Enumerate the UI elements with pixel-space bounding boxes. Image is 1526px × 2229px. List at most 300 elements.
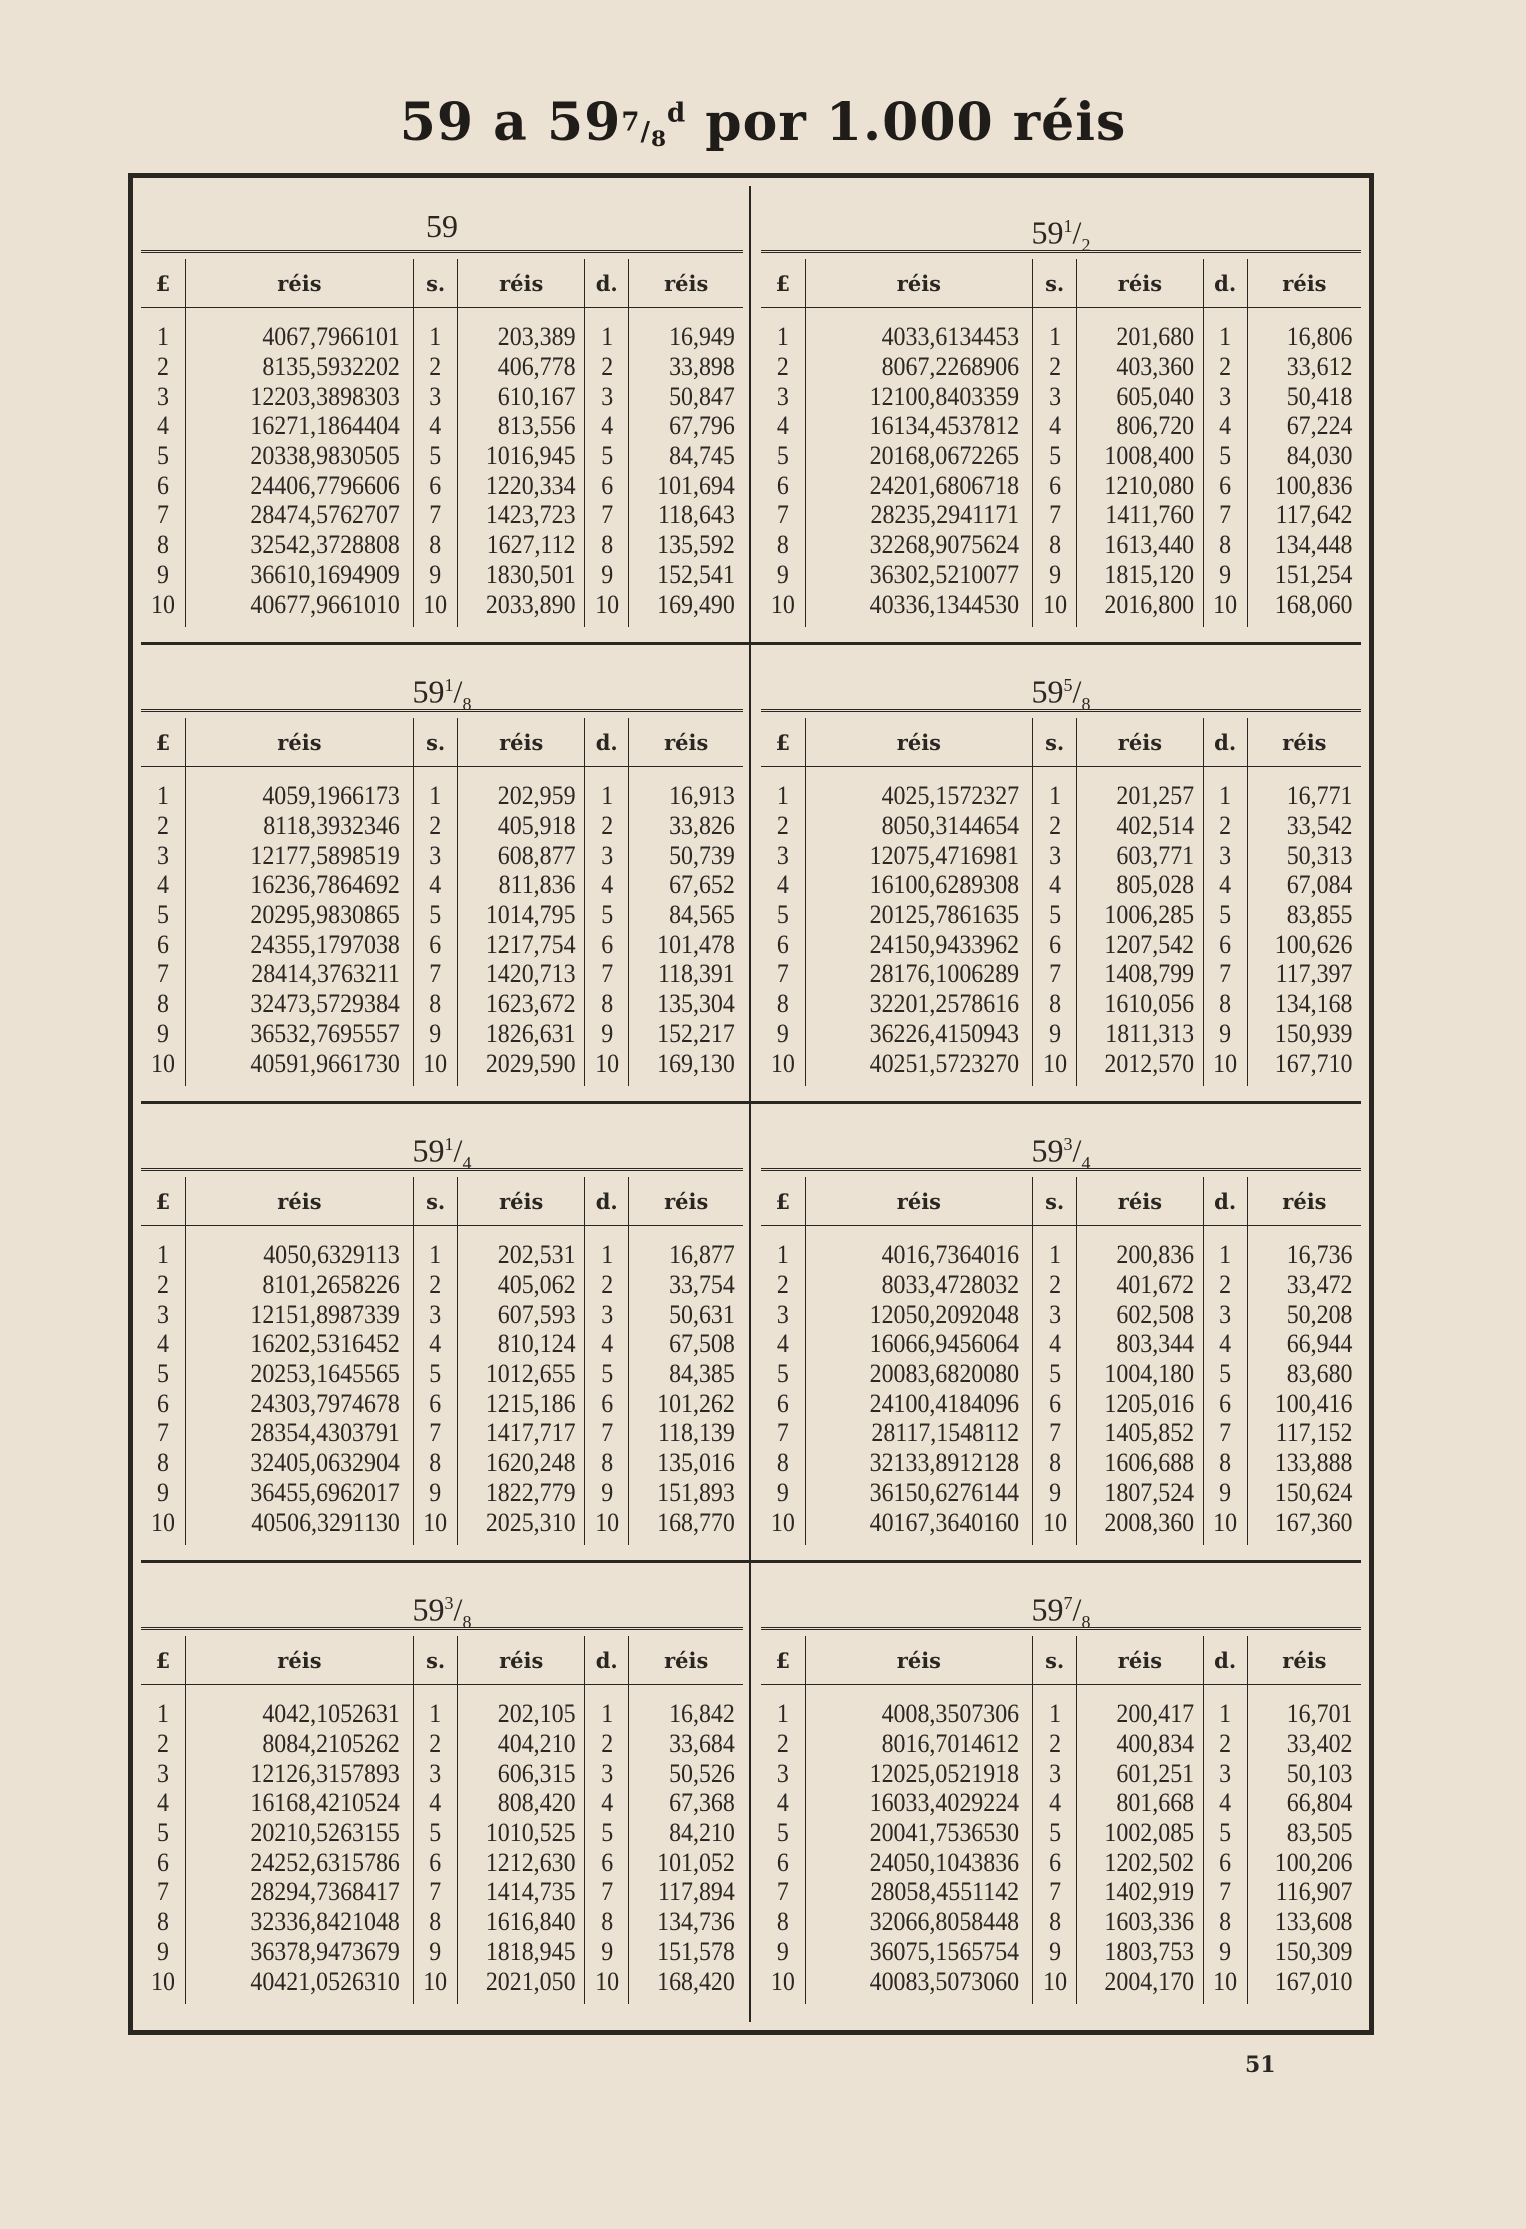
value-cell: 134,736: [633, 1907, 738, 1937]
value-cell: 151,254: [1252, 560, 1357, 590]
column-header: s.: [1033, 1636, 1077, 1685]
row-index: 7: [415, 500, 456, 530]
row-index: 6: [776, 470, 789, 500]
value-cell: 2021,050: [463, 1966, 580, 2004]
value-cell: 20338,9830505: [194, 441, 404, 471]
column-header: réis: [458, 1636, 585, 1685]
value-cell: 4042,1052631: [194, 1699, 404, 1729]
column-header: s.: [413, 1177, 457, 1226]
column-header: réis: [1077, 1177, 1203, 1226]
value-cell: 808,420: [463, 1788, 580, 1818]
conversion-table: [761, 259, 1361, 627]
value-cell: 33,542: [1252, 811, 1357, 841]
value-cell: 16100,6289308: [814, 870, 1023, 900]
rate-block: [751, 1104, 1361, 1563]
row-index: 1: [1034, 1240, 1075, 1270]
row-index: 5: [776, 900, 789, 930]
block-title: $59^1/_8$: [141, 651, 743, 712]
value-cell: 33,684: [633, 1729, 738, 1759]
row-index: 1: [1034, 781, 1075, 811]
value-cell: 84,565: [633, 900, 738, 930]
value-cell: 50,418: [1252, 381, 1357, 411]
row-index: 1: [586, 1699, 627, 1729]
table-row: [141, 1966, 743, 2004]
column-header: réis: [185, 259, 413, 308]
table-row: [761, 500, 1361, 530]
value-cell: 169,130: [633, 1048, 738, 1086]
value-cell: 28117,1548112: [814, 1418, 1023, 1448]
table-row: [761, 411, 1361, 441]
table-row: [141, 411, 743, 441]
value-cell: 1014,795: [463, 900, 580, 930]
row-index: 9: [586, 1019, 627, 1049]
value-cell: 40677,9661010: [194, 589, 404, 627]
table-row: [141, 1788, 743, 1818]
value-cell: 805,028: [1082, 870, 1198, 900]
value-cell: 813,556: [463, 411, 580, 441]
row-index: 3: [776, 1299, 789, 1329]
conversion-table: [761, 1636, 1361, 2004]
value-cell: 40506,3291130: [194, 1507, 404, 1545]
table-row: [141, 1937, 743, 1967]
row-index: 1: [415, 1699, 456, 1729]
value-cell: 24100,4184096: [814, 1388, 1023, 1418]
column-header: réis: [1077, 1636, 1203, 1685]
row-index: 4: [156, 1329, 169, 1359]
row-index: 1: [1205, 781, 1246, 811]
column-header: réis: [1247, 718, 1361, 767]
value-cell: 28176,1006289: [814, 959, 1023, 989]
row-index: 2: [156, 1729, 169, 1759]
value-cell: 4050,6329113: [194, 1240, 404, 1270]
row-index: 7: [586, 959, 627, 989]
value-cell: 405,062: [463, 1270, 580, 1300]
value-cell: 203,389: [463, 322, 580, 352]
table-row: [761, 352, 1361, 382]
row-index: 5: [156, 1359, 169, 1389]
value-cell: 1006,285: [1082, 900, 1198, 930]
table-row: [141, 500, 743, 530]
table-row: [141, 530, 743, 560]
row-index: 4: [1205, 1788, 1246, 1818]
table-row: [141, 781, 743, 811]
table-row: [761, 1877, 1361, 1907]
value-cell: 32405,0632904: [194, 1448, 404, 1478]
value-cell: 16,701: [1252, 1699, 1357, 1729]
conversion-table: [141, 718, 743, 1086]
value-cell: 67,508: [633, 1329, 738, 1359]
table-row: [141, 1048, 743, 1086]
table-row: [761, 1270, 1361, 1300]
row-index: 4: [1205, 411, 1246, 441]
value-cell: 67,084: [1252, 870, 1357, 900]
row-index: 6: [415, 1388, 456, 1418]
value-cell: 1016,945: [463, 441, 580, 471]
block-title: $59^1/_2$: [761, 192, 1361, 253]
column-header: d.: [585, 1177, 629, 1226]
column-header: réis: [458, 259, 585, 308]
value-cell: 118,391: [633, 959, 738, 989]
value-cell: 50,313: [1252, 840, 1357, 870]
value-cell: 4016,7364016: [814, 1240, 1023, 1270]
value-cell: 1207,542: [1082, 929, 1198, 959]
table-row: [761, 1418, 1361, 1448]
value-cell: 67,368: [633, 1788, 738, 1818]
row-index: 9: [586, 1937, 627, 1967]
value-cell: 135,016: [633, 1448, 738, 1478]
column-header: réis: [185, 1177, 413, 1226]
row-index: 10: [586, 1048, 627, 1086]
value-cell: 8033,4728032: [814, 1270, 1023, 1300]
table-row: [761, 811, 1361, 841]
value-cell: 40167,3640160: [814, 1507, 1023, 1545]
value-cell: 16,771: [1252, 781, 1357, 811]
value-cell: 1616,840: [463, 1907, 580, 1937]
value-cell: 605,040: [1082, 381, 1198, 411]
row-index: 4: [1034, 870, 1075, 900]
table-row: [141, 959, 743, 989]
value-cell: 24406,7796606: [194, 470, 404, 500]
value-cell: 100,626: [1252, 929, 1357, 959]
table-row: [761, 1048, 1361, 1086]
value-cell: 16271,1864404: [194, 411, 404, 441]
row-index: 4: [1034, 411, 1075, 441]
conversion-table: [761, 718, 1361, 1086]
table-row: [761, 929, 1361, 959]
column-header: d.: [1203, 1636, 1247, 1685]
value-cell: 101,262: [633, 1388, 738, 1418]
table-row: [761, 1299, 1361, 1329]
value-cell: 33,612: [1252, 352, 1357, 382]
value-cell: 66,944: [1252, 1329, 1357, 1359]
table-row: [761, 1937, 1361, 1967]
value-cell: 12203,3898303: [194, 381, 404, 411]
value-cell: 1004,180: [1082, 1359, 1198, 1389]
block-title: $59^3/_4$: [761, 1110, 1361, 1171]
row-index: 9: [1034, 1478, 1075, 1508]
value-cell: 36610,1694909: [194, 560, 404, 590]
rate-block: [141, 645, 751, 1104]
row-index: 7: [1205, 500, 1246, 530]
row-index: 3: [1034, 1758, 1075, 1788]
row-index: 8: [776, 989, 789, 1019]
value-cell: 36226,4150943: [814, 1019, 1023, 1049]
value-cell: 33,402: [1252, 1729, 1357, 1759]
row-index: 1: [776, 1240, 789, 1270]
row-index: 3: [156, 1299, 169, 1329]
value-cell: 168,420: [633, 1966, 738, 2004]
rate-block: [751, 645, 1361, 1104]
value-cell: 152,541: [633, 560, 738, 590]
column-header: s.: [1033, 1177, 1077, 1226]
table-row: [141, 1240, 743, 1270]
value-cell: 20168,0672265: [814, 441, 1023, 471]
value-cell: 1826,631: [463, 1019, 580, 1049]
value-cell: 101,478: [633, 929, 738, 959]
value-cell: 20295,9830865: [194, 900, 404, 930]
row-index: 10: [586, 589, 627, 627]
value-cell: 1010,525: [463, 1818, 580, 1848]
row-index: 1: [776, 781, 789, 811]
row-index: 10: [1034, 1048, 1075, 1086]
value-cell: 28474,5762707: [194, 500, 404, 530]
value-cell: 201,257: [1082, 781, 1198, 811]
value-cell: 2012,570: [1082, 1048, 1198, 1086]
row-index: 5: [776, 1359, 789, 1389]
value-cell: 606,315: [463, 1758, 580, 1788]
row-index: 4: [1034, 1788, 1075, 1818]
row-index: 9: [1205, 560, 1246, 590]
table-row: [761, 959, 1361, 989]
value-cell: 32133,8912128: [814, 1448, 1023, 1478]
value-cell: 1603,336: [1082, 1907, 1198, 1937]
row-index: 10: [415, 1966, 456, 2004]
row-index: 3: [415, 840, 456, 870]
row-index: 7: [1205, 959, 1246, 989]
row-index: 1: [776, 1699, 789, 1729]
row-index: 6: [586, 1847, 627, 1877]
row-index: 4: [1205, 1329, 1246, 1359]
value-cell: 1212,630: [463, 1847, 580, 1877]
value-cell: 33,898: [633, 352, 738, 382]
row-index: 8: [415, 1907, 456, 1937]
value-cell: 32066,8058448: [814, 1907, 1023, 1937]
column-header: d.: [1203, 259, 1247, 308]
row-index: 10: [150, 1966, 175, 1996]
row-index: 6: [776, 1847, 789, 1877]
row-index: 8: [156, 530, 169, 560]
row-index: 2: [415, 811, 456, 841]
column-header: s.: [413, 718, 457, 767]
row-index: 3: [1205, 1299, 1246, 1329]
value-cell: 151,578: [633, 1937, 738, 1967]
value-cell: 134,448: [1252, 530, 1357, 560]
row-index: 6: [586, 470, 627, 500]
row-index: 3: [1034, 381, 1075, 411]
value-cell: 50,208: [1252, 1299, 1357, 1329]
value-cell: 4033,6134453: [814, 322, 1023, 352]
value-cell: 32473,5729384: [194, 989, 404, 1019]
value-cell: 116,907: [1252, 1877, 1357, 1907]
column-header: réis: [629, 1177, 743, 1226]
value-cell: 1818,945: [463, 1937, 580, 1967]
table-row: [761, 530, 1361, 560]
value-cell: 40336,1344530: [814, 589, 1023, 627]
table-row: [141, 1019, 743, 1049]
row-index: 2: [586, 811, 627, 841]
value-cell: 1012,655: [463, 1359, 580, 1389]
page-title: 59 a $59^7/_8^d$ por 1.000 réis: [399, 92, 1127, 153]
value-cell: 133,608: [1252, 1907, 1357, 1937]
row-index: 6: [156, 470, 169, 500]
column-header: £: [141, 1636, 185, 1685]
value-cell: 12075,4716981: [814, 840, 1023, 870]
value-cell: 16,806: [1252, 322, 1357, 352]
value-cell: 32201,2578616: [814, 989, 1023, 1019]
row-index: 5: [156, 900, 169, 930]
row-index: 1: [415, 322, 456, 352]
value-cell: 803,344: [1082, 1329, 1198, 1359]
row-index: 5: [586, 1359, 627, 1389]
table-row: [761, 441, 1361, 471]
column-header: s.: [1033, 718, 1077, 767]
row-index: 6: [415, 929, 456, 959]
table-row: [141, 1847, 743, 1877]
value-cell: 32268,9075624: [814, 530, 1023, 560]
row-index: 7: [776, 500, 789, 530]
value-cell: 1423,723: [463, 500, 580, 530]
row-index: 5: [1205, 1359, 1246, 1389]
table-row: [761, 900, 1361, 930]
value-cell: 24150,9433962: [814, 929, 1023, 959]
row-index: 2: [776, 1270, 789, 1300]
value-cell: 36075,1565754: [814, 1937, 1023, 1967]
row-index: 9: [586, 1478, 627, 1508]
row-index: 9: [1034, 1019, 1075, 1049]
table-row: [761, 1478, 1361, 1508]
table-row: [761, 381, 1361, 411]
row-index: 3: [156, 840, 169, 870]
row-index: 7: [1034, 1877, 1075, 1907]
table-row: [761, 1329, 1361, 1359]
row-index: 1: [156, 1699, 169, 1729]
row-index: 4: [156, 870, 169, 900]
row-index: 10: [1034, 1966, 1075, 2004]
table-row: [141, 900, 743, 930]
row-index: 5: [156, 441, 169, 471]
column-header: d.: [1203, 718, 1247, 767]
table-row: [761, 1729, 1361, 1759]
value-cell: 16236,7864692: [194, 870, 404, 900]
row-index: 10: [1205, 589, 1246, 627]
row-index: 8: [1034, 989, 1075, 1019]
row-index: 4: [415, 1788, 456, 1818]
row-index: 4: [776, 870, 789, 900]
row-index: 5: [1034, 1359, 1075, 1389]
row-index: 9: [415, 1478, 456, 1508]
row-index: 2: [586, 352, 627, 382]
value-cell: 1220,334: [463, 470, 580, 500]
rate-block: [751, 1563, 1361, 2022]
table-row: [761, 840, 1361, 870]
row-index: 3: [1205, 840, 1246, 870]
value-cell: 33,472: [1252, 1270, 1357, 1300]
value-cell: 118,139: [633, 1418, 738, 1448]
value-cell: 12151,8987339: [194, 1299, 404, 1329]
value-cell: 401,672: [1082, 1270, 1198, 1300]
value-cell: 404,210: [463, 1729, 580, 1759]
row-index: 8: [415, 989, 456, 1019]
value-cell: 2029,590: [463, 1048, 580, 1086]
column-header: réis: [629, 1636, 743, 1685]
block-title: $59^5/_8$: [761, 651, 1361, 712]
value-cell: 36532,7695557: [194, 1019, 404, 1049]
row-index: 1: [156, 322, 169, 352]
row-index: 5: [776, 441, 789, 471]
row-index: 4: [586, 870, 627, 900]
row-index: 4: [156, 411, 169, 441]
row-index: 1: [586, 781, 627, 811]
row-index: 5: [415, 900, 456, 930]
row-index: 3: [415, 1299, 456, 1329]
row-index: 4: [415, 1329, 456, 1359]
row-index: 8: [1205, 1907, 1246, 1937]
table-row: [141, 589, 743, 627]
row-index: 8: [1205, 530, 1246, 560]
table-row: [761, 1907, 1361, 1937]
row-index: 3: [415, 381, 456, 411]
row-index: 7: [776, 959, 789, 989]
row-index: 8: [586, 530, 627, 560]
row-index: 4: [415, 870, 456, 900]
value-cell: 202,959: [463, 781, 580, 811]
value-cell: 24050,1043836: [814, 1847, 1023, 1877]
value-cell: 1811,313: [1082, 1019, 1198, 1049]
table-row: [761, 1966, 1361, 2004]
value-cell: 20210,5263155: [194, 1818, 404, 1848]
table-row: [141, 1478, 743, 1508]
table-row: [761, 322, 1361, 352]
row-index: 6: [1034, 1847, 1075, 1877]
value-cell: 8135,5932202: [194, 352, 404, 382]
value-cell: 36378,9473679: [194, 1937, 404, 1967]
value-cell: 117,642: [1252, 500, 1357, 530]
value-cell: 1408,799: [1082, 959, 1198, 989]
value-cell: 602,508: [1082, 1299, 1198, 1329]
block-title: $59^3/_8$: [141, 1569, 743, 1630]
column-header: £: [761, 1636, 805, 1685]
value-cell: 1215,186: [463, 1388, 580, 1418]
table-row: [761, 1359, 1361, 1389]
row-index: 6: [586, 929, 627, 959]
table-row: [141, 470, 743, 500]
column-header: s.: [413, 1636, 457, 1685]
row-index: 10: [150, 1507, 175, 1537]
value-cell: 28294,7368417: [194, 1877, 404, 1907]
row-index: 2: [1034, 811, 1075, 841]
value-cell: 1610,056: [1082, 989, 1198, 1019]
row-index: 6: [776, 1388, 789, 1418]
row-index: 5: [1205, 900, 1246, 930]
value-cell: 100,206: [1252, 1847, 1357, 1877]
table-frame: [128, 173, 1374, 2035]
row-index: 10: [586, 1507, 627, 1545]
table-row: [141, 840, 743, 870]
value-cell: 16,877: [633, 1240, 738, 1270]
table-row: [141, 352, 743, 382]
value-cell: 1807,524: [1082, 1478, 1198, 1508]
table-row: [141, 811, 743, 841]
row-index: 6: [1034, 470, 1075, 500]
row-index: 8: [156, 1448, 169, 1478]
column-header: £: [761, 259, 805, 308]
table-row: [141, 1418, 743, 1448]
conversion-table: [141, 1636, 743, 2004]
column-header: réis: [185, 718, 413, 767]
row-index: 7: [156, 1418, 169, 1448]
table-row: [761, 470, 1361, 500]
row-index: 5: [1034, 441, 1075, 471]
table-row: [141, 870, 743, 900]
value-cell: 610,167: [463, 381, 580, 411]
value-cell: 117,397: [1252, 959, 1357, 989]
value-cell: 169,490: [633, 589, 738, 627]
value-cell: 1205,016: [1082, 1388, 1198, 1418]
table-row: [141, 1758, 743, 1788]
conversion-table: [761, 1177, 1361, 1545]
row-index: 5: [415, 441, 456, 471]
row-index: 10: [770, 1966, 795, 1996]
